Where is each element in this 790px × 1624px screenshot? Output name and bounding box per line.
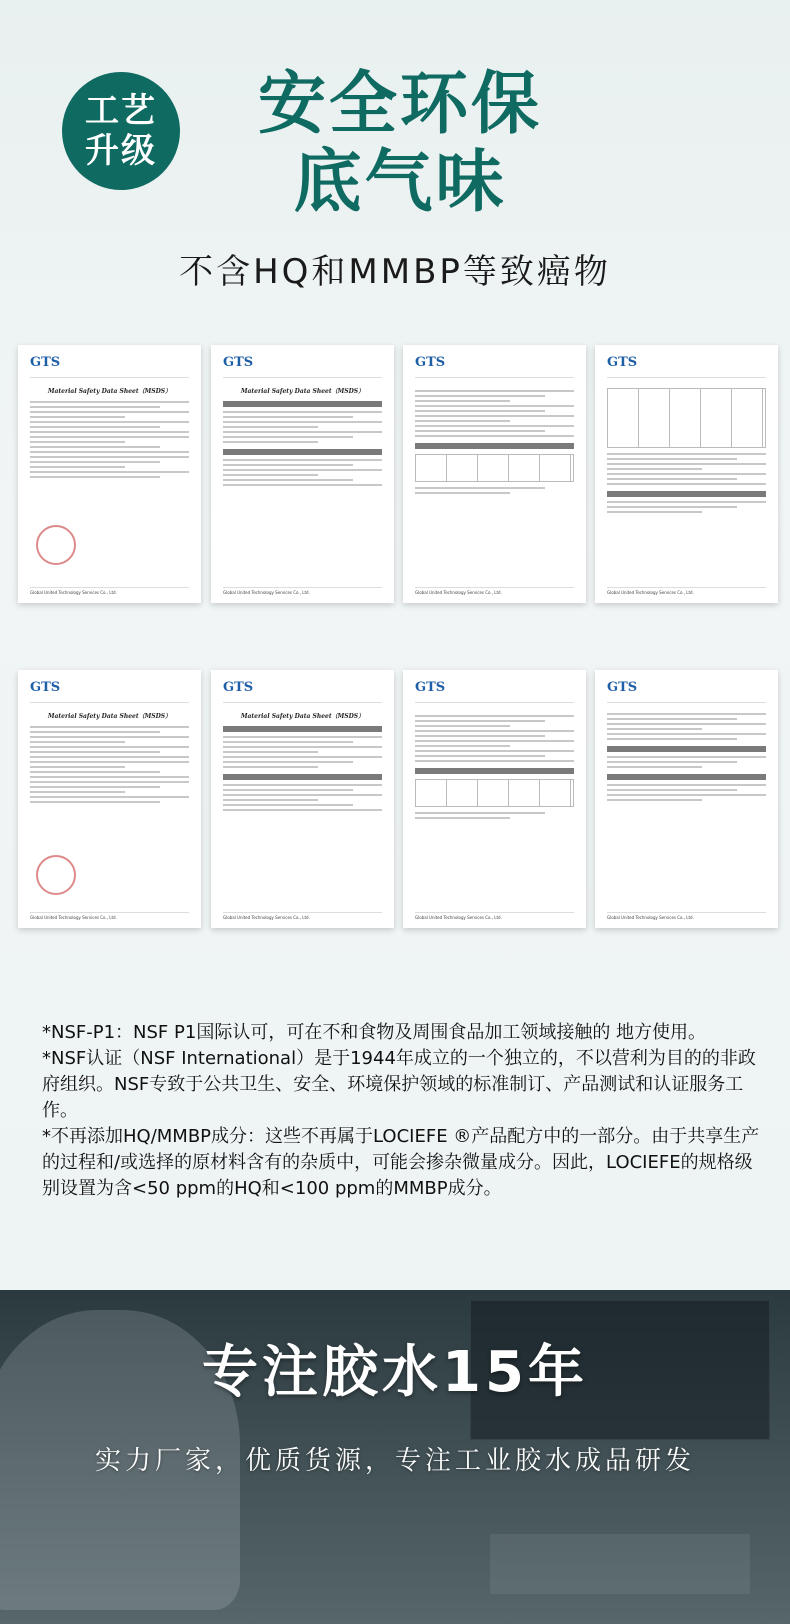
note-nsf-p1: *NSF-P1：NSF P1国际认可，可在不和食物及周围食品加工领域接触的 地方使用。 — [42, 1022, 707, 1043]
msds-page-8 — [595, 670, 778, 928]
gts-logo: GTS — [607, 355, 638, 370]
subtitle: 不含HQ和MMBP等致癌物 — [179, 252, 611, 292]
doc-footer: Global United Technology Services Co., Ltd. — [223, 587, 382, 595]
note-nsf-international: *NSF认证（NSF International）是于1944年成立的一个独立的，不以营利为目的的非政府组织。NSF专致于公共卫生、安全、环境保护领域的标准制订、产品测试和认证服务工作。 — [42, 1048, 756, 1121]
msds-page-5 — [18, 670, 201, 928]
headline-line-1: 安全环保 — [257, 65, 542, 144]
doc-footer: Global United Technology Services Co., Ltd. — [415, 587, 574, 595]
red-stamp — [36, 855, 76, 895]
banner-title: 专注胶水15年 — [202, 1340, 588, 1405]
lab-equipment — [490, 1534, 750, 1594]
note-hq-mmbp: *不再添加HQ/MMBP成分：这些不再属于LOCIEFE ®产品配方中的一部分。由于共享生产的过程和/或选择的原材料含有的杂质中，可能会掺杂微量成分。因此，LOCIEFE的规格级别设置为含<50 ppm的HQ和<100 ppm的MMBP成分。 — [42, 1126, 760, 1199]
gts-logo: GTS — [30, 355, 61, 370]
doc-title: Material Safety Data Sheet（MSDS） — [47, 388, 172, 395]
gts-logo: GTS — [415, 680, 446, 695]
headline — [250, 66, 550, 222]
upgrade-badge — [62, 72, 180, 190]
composition-table — [415, 779, 574, 807]
red-stamp — [36, 525, 76, 565]
gts-logo: GTS — [415, 355, 446, 370]
msds-page-2 — [211, 345, 394, 603]
gts-logo: GTS — [223, 355, 254, 370]
gts-logo: GTS — [607, 680, 638, 695]
lab-banner — [0, 1290, 790, 1624]
badge-line-1: 工艺 — [85, 91, 157, 131]
msds-page-7 — [403, 670, 586, 928]
hazard-table — [607, 388, 766, 448]
doc-footer: Global United Technology Services Co., Ltd. — [30, 912, 189, 920]
gts-logo: GTS — [30, 680, 61, 695]
doc-title: Material Safety Data Sheet（MSDS） — [47, 713, 172, 720]
doc-footer: Global United Technology Services Co., Ltd. — [607, 912, 766, 920]
badge-line-2: 升级 — [85, 131, 157, 171]
composition-table — [415, 454, 574, 482]
headline-line-2: 底气味 — [293, 143, 507, 222]
msds-page-4 — [595, 345, 778, 603]
msds-page-3 — [403, 345, 586, 603]
doc-title: Material Safety Data Sheet（MSDS） — [240, 388, 365, 395]
doc-footer: Global United Technology Services Co., Ltd. — [30, 587, 189, 595]
banner-subtitle: 实力厂家，优质货源，专注工业胶水成品研发 — [94, 1446, 695, 1476]
gts-logo: GTS — [223, 680, 254, 695]
msds-page-6 — [211, 670, 394, 928]
doc-footer: Global United Technology Services Co., Ltd. — [223, 912, 382, 920]
notes — [30, 1020, 770, 1202]
msds-page-1 — [18, 345, 201, 603]
doc-title: Material Safety Data Sheet（MSDS） — [240, 713, 365, 720]
doc-footer: Global United Technology Services Co., Ltd. — [607, 587, 766, 595]
doc-footer: Global United Technology Services Co., Ltd. — [415, 912, 574, 920]
